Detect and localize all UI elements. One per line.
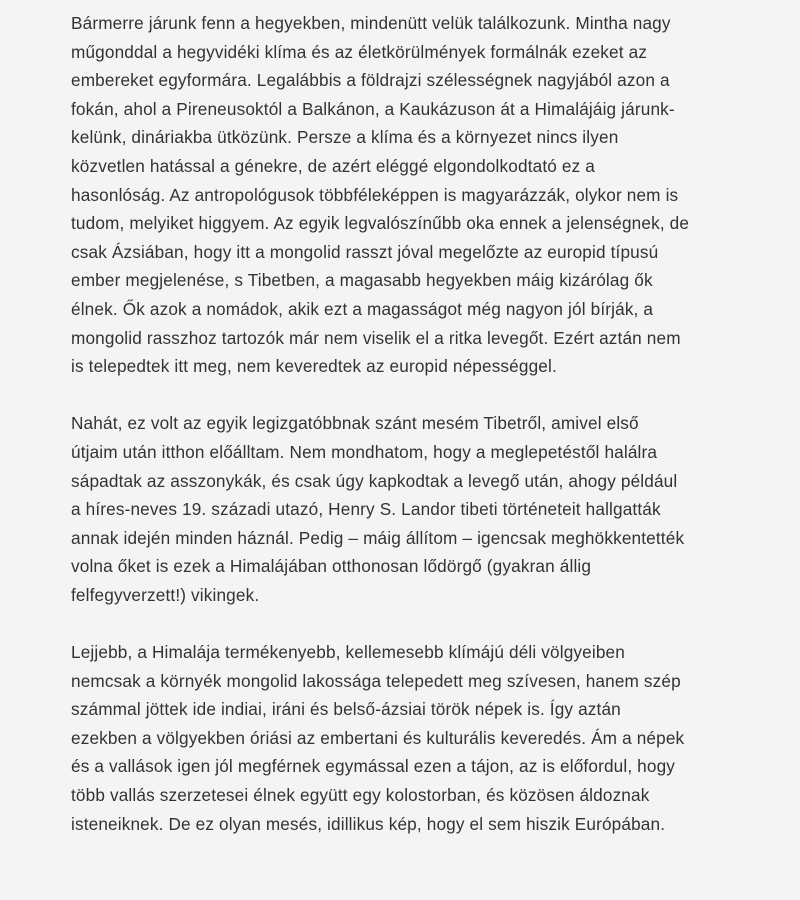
text-line: volna őket is ezek a Himalájában otthonosan lődörgő (gyakran állig xyxy=(71,556,592,577)
text-line: fokán, ahol a Pireneusoktól a Balkánon, a Kaukázuson át a Himalájáig járunk- xyxy=(71,98,675,119)
text-line: felfegyverzett!) vikingek. xyxy=(71,584,260,605)
text-line: a híres-neves 19. századi utazó, Henry S. Landor tibeti történeteit hallgatták xyxy=(71,499,661,520)
text-line: annak idején minden háznál. Pedig – máig állítom – igencsak meghökkentették xyxy=(71,527,685,548)
text-line: élnek. Ők azok a nomádok, akik ezt a magasságot még nagyon jól bírják, a xyxy=(71,298,654,319)
text-line: Nahát, ez volt az egyik legizgatóbbnak szánt mesém Tibetről, amivel első xyxy=(71,413,639,434)
text-line: ember megjelenése, s Tibetben, a magasabb hegyekben máig kizárólag ők xyxy=(71,270,653,291)
article-body xyxy=(71,9,751,867)
text-line: embereket egyformára. Legalábbis a földrajzi szélességnek nagyjából azon a xyxy=(71,70,670,91)
text-line: isteneiknek. De ez olyan mesés, idillikus kép, hogy el sem hiszik Európában. xyxy=(71,813,666,834)
text-line: csak Ázsiában, hogy itt a mongolid rasszt jóval megelőzte az europid típusú xyxy=(71,241,659,262)
text-line: is telepedtek itt meg, nem keveredtek az europid népességgel. xyxy=(71,356,557,377)
text-line: sápadtak az asszonykák, és csak úgy kapkodtak a levegő után, ahogy például xyxy=(71,470,678,491)
text-line: számmal jöttek ide indiai, iráni és belső-ázsiai török népek is. Így aztán xyxy=(71,699,621,720)
text-line: mongolid rasszhoz tartozók már nem viselik el a ritka levegőt. Ezért aztán nem xyxy=(71,327,681,348)
text-line: több vallás szerzetesei élnek együtt egy kolostorban, és közösen áldoznak xyxy=(71,785,650,806)
text-line: Bármerre járunk fenn a hegyekben, mindenütt velük találkozunk. Mintha nagy xyxy=(71,13,671,33)
paragraph-2 xyxy=(71,409,751,609)
paragraph-1 xyxy=(71,9,751,381)
text-line: útjaim után itthon előálltam. Nem mondhatom, hogy a meglepetéstől halálra xyxy=(71,441,658,462)
text-line: hasonlóság. Az antropológusok többféleképpen is magyarázzák, olykor nem is xyxy=(71,184,679,205)
text-line: nemcsak a környék mongolid lakossága telepedett meg szívesen, hanem szép xyxy=(71,670,681,691)
text-line: ezekben a völgyekben óriási az embertani és kulturális keveredés. Ám a népek xyxy=(71,727,685,748)
paragraph-3 xyxy=(71,638,751,838)
text-line: tudom, melyiket higgyem. Az egyik legvalószínűbb oka ennek a jelenségnek, de xyxy=(71,213,690,234)
text-line: műgonddal a hegyvidéki klíma és az életkörülmények formálnák ezeket az xyxy=(71,41,648,62)
text-line: és a vallások igen jól megférnek egymással ezen a tájon, az is előfordul, hogy xyxy=(71,756,676,777)
text-line: közvetlen hatással a génekre, de azért eléggé elgondolkodtató ez a xyxy=(71,155,595,176)
text-line: kelünk, dináriakba ütközünk. Persze a klíma és a környezet nincs ilyen xyxy=(71,127,619,148)
text-line: Lejjebb, a Himalája termékenyebb, kellemesebb klímájú déli völgyeiben xyxy=(71,642,625,663)
